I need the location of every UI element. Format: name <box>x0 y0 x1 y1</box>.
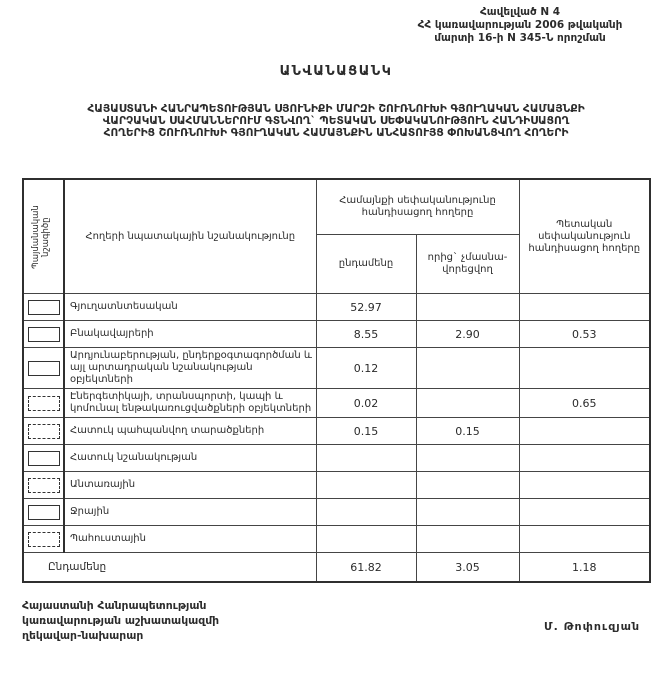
document-subtitle <box>0 103 672 139</box>
state-value <box>519 294 650 321</box>
signatory-line: կառավարության աշխատակազմի <box>22 614 220 627</box>
legend-box-icon <box>28 532 60 547</box>
nonprivatized-value <box>416 472 519 499</box>
community-total-value: 8.55 <box>316 321 416 348</box>
state-value <box>519 348 650 389</box>
community-total-value: 0.12 <box>316 348 416 389</box>
table-row <box>23 389 650 418</box>
legend-box-icon <box>28 327 60 342</box>
nonprivatized-value <box>416 445 519 472</box>
column-header-total: ընդամենը <box>316 235 416 294</box>
total-community-value: 61.82 <box>316 553 416 583</box>
legend-box-icon <box>28 361 60 376</box>
subtitle-line: ՎԱՐՉԱԿԱՆ ՍԱՀՄԱՆՆԵՐՈՒՄ ԳՏՆՎՈՂ` ՊԵՏԱԿԱՆ ՍԵՓԱԿԱՆՈՒԹՅՈՒՆ ՀԱՆԴԻՍԱՑՈՂ <box>102 115 570 127</box>
signatory-line: Հայաստանի Հանրապետության <box>22 599 207 612</box>
nonprivatized-value <box>416 499 519 526</box>
table-header <box>23 179 650 294</box>
land-category-label: Էներգետիկայի, տրանսպորտի, կապի և կոմունալ ենթակառուցվածքների օբյեկտների <box>64 389 316 418</box>
nonprivatized-value <box>416 294 519 321</box>
table-row <box>23 499 650 526</box>
community-total-value <box>316 472 416 499</box>
legend-box-icon <box>28 478 60 493</box>
state-value <box>519 445 650 472</box>
signatory-line: ղեկավար-նախարար <box>22 629 144 642</box>
document-title: ԱՆՎԱՆԱՑԱՆԿ <box>279 64 393 79</box>
state-value <box>519 472 650 499</box>
decree-reference-line: Հավելված N 4 <box>479 6 561 18</box>
land-category-label: Հատուկ պահպանվող տարածքների <box>64 418 316 445</box>
legend-cell <box>23 418 64 445</box>
land-category-label: Գյուղատնտեսական <box>64 294 316 321</box>
community-total-value: 52.97 <box>316 294 416 321</box>
community-total-value: 0.02 <box>316 389 416 418</box>
decree-reference <box>378 6 662 45</box>
land-categories-table <box>22 178 651 583</box>
table-row <box>23 418 650 445</box>
table-row <box>23 526 650 553</box>
decree-reference-line: ՀՀ կառավարության 2006 թվականի <box>417 19 623 31</box>
community-total-value <box>316 499 416 526</box>
total-state-value: 1.18 <box>519 553 650 583</box>
legend-cell <box>23 526 64 553</box>
nonprivatized-value <box>416 389 519 418</box>
column-header-nonprivatized: որից` չմասնա-վորեցվող <box>416 235 519 294</box>
subtitle-line: ՀՈՂԵՐԻՑ ՇՈՒՌՆՈՒԽԻ ԳՅՈՒՂԱԿԱՆ ՀԱՄԱՅՆՔԻՆ ԱՆՀԱՏՈՒՅՑ ՓՈԽԱՆՑՎՈՂ ՀՈՂԵՐԻ <box>103 127 569 139</box>
table-row <box>23 294 650 321</box>
legend-cell <box>23 294 64 321</box>
land-category-label: Ջրային <box>64 499 316 526</box>
land-category-label: Հատուկ նշանակության <box>64 445 316 472</box>
community-total-value <box>316 526 416 553</box>
symbol-header-vertical-text: Պայմանական նշագիծը <box>30 204 51 269</box>
column-header-state: Պետական սեփականություն հանդիսացող հողերը <box>519 179 650 294</box>
table-row <box>23 445 650 472</box>
legend-cell <box>23 445 64 472</box>
nonprivatized-value <box>416 348 519 389</box>
land-category-label: Արդյունաբերության, ընդերքօգտագործման և այլ արտադրական նշանակության օբյեկտների <box>64 348 316 389</box>
column-header-symbol <box>23 179 64 294</box>
subtitle-line: ՀԱՅԱՍՏԱՆԻ ՀԱՆՐԱՊԵՏՈՒԹՅԱՆ ՍՅՈՒՆԻՔԻ ՄԱՐԶԻ ՇՈՒՌՆՈՒԽԻ ԳՅՈՒՂԱԿԱՆ ՀԱՄԱՅՆՔԻ <box>87 103 585 115</box>
community-total-value: 0.15 <box>316 418 416 445</box>
table-body <box>23 294 650 553</box>
land-category-label: Անտառային <box>64 472 316 499</box>
state-value: 0.53 <box>519 321 650 348</box>
column-header-community-group: Համայնքի սեփականությունը հանդիսացող հողերը <box>316 179 519 235</box>
legend-cell <box>23 348 64 389</box>
signatory-name: Մ. Թոփուզյան <box>544 620 641 633</box>
table-footer <box>23 553 650 583</box>
total-row-label: Ընդամենը <box>23 553 316 583</box>
nonprivatized-value: 0.15 <box>416 418 519 445</box>
signatory-block <box>22 598 219 643</box>
legend-box-icon <box>28 505 60 520</box>
state-value <box>519 418 650 445</box>
state-value <box>519 526 650 553</box>
nonprivatized-value <box>416 526 519 553</box>
community-total-value <box>316 445 416 472</box>
legend-box-icon <box>28 300 60 315</box>
decree-reference-line: մարտի 16-ի N 345-Ն որոշման <box>434 32 606 44</box>
legend-cell <box>23 389 64 418</box>
legend-box-icon <box>28 396 60 411</box>
legend-box-icon <box>28 424 60 439</box>
column-header-purpose: Հողերի նպատակային նշանակությունը <box>64 179 316 294</box>
land-category-label: Պահուստային <box>64 526 316 553</box>
state-value <box>519 499 650 526</box>
state-value: 0.65 <box>519 389 650 418</box>
nonprivatized-value: 2.90 <box>416 321 519 348</box>
table-row <box>23 321 650 348</box>
legend-cell <box>23 321 64 348</box>
table-row <box>23 472 650 499</box>
land-category-label: Բնակավայրերի <box>64 321 316 348</box>
table-row <box>23 348 650 389</box>
total-nonprivatized-value: 3.05 <box>416 553 519 583</box>
legend-cell <box>23 472 64 499</box>
legend-cell <box>23 499 64 526</box>
legend-box-icon <box>28 451 60 466</box>
total-row <box>23 553 650 583</box>
